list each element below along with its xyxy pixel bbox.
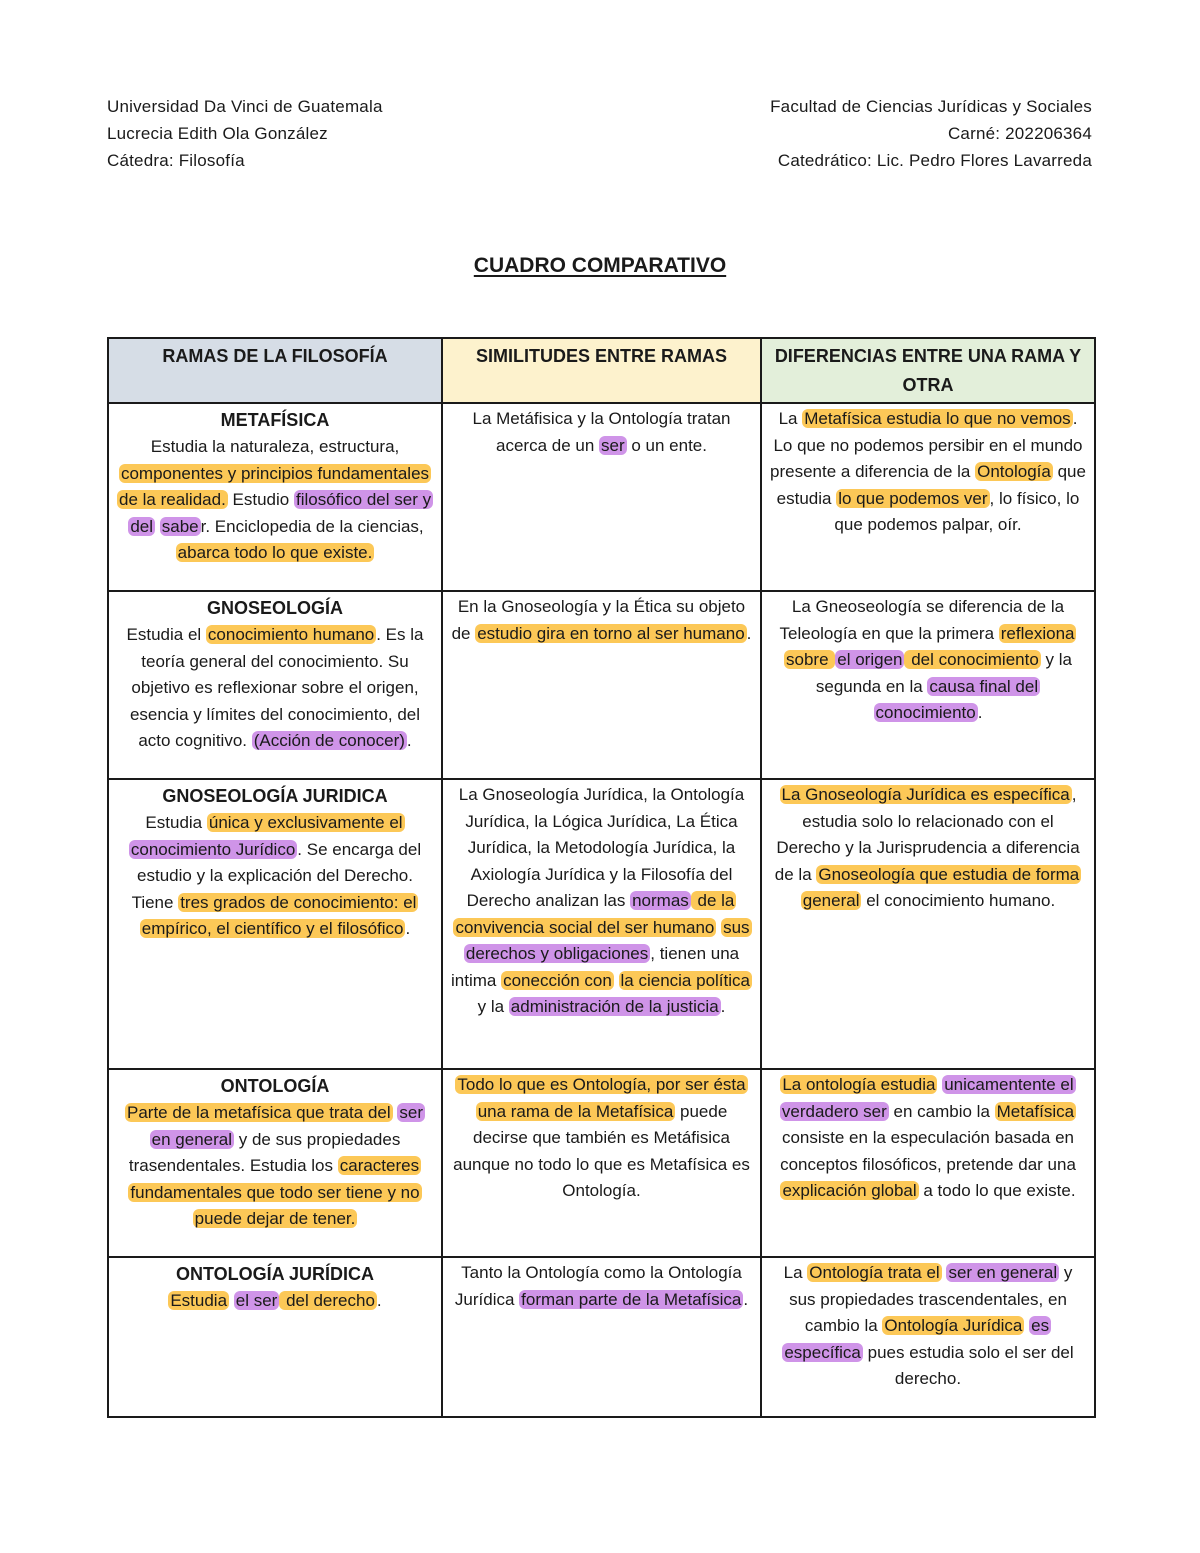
highlight-orange: Parte de la metafísica que trata del (126, 1103, 391, 1122)
highlight-orange: componentes y principios fundamentales de la realidad. (119, 463, 430, 509)
highlight-orange: Ontología trata el (809, 1263, 940, 1282)
text-segment: Estudia (145, 813, 207, 832)
text-segment: . (743, 1289, 749, 1309)
highlight-orange: Metafísica estudia lo que no vemos (804, 409, 1071, 428)
similarity-cell (442, 591, 761, 779)
text-segment: , estudia solo lo relacionado con el Derecho y la Jurisprudencia a diferencia de la (774, 785, 1080, 884)
text-segment: La (778, 409, 803, 428)
highlight-orange: caracteres fundamentales que todo ser tiene y no puede dejar de tener. (130, 1156, 420, 1228)
highlight-orange: reflexiona sobre (786, 623, 1075, 669)
text-segment: y la segunda en la (815, 650, 1072, 696)
table-row (108, 779, 1095, 1069)
course-name: Cátedra: Filosofía (107, 151, 245, 170)
highlight-purple: sabe (161, 516, 199, 536)
text-segment: que estudia (776, 462, 1086, 508)
text-segment: y la (477, 997, 509, 1016)
highlight-orange: lo que podemos ver (838, 488, 988, 508)
text-segment: La Gnoseología Jurídica, la Ontología Jurídica, la Lógica Jurídica, La Ética Jurídica, la Metodología Jurídica, la Axiología Jurídica y la Filosofía del Derecho analizan las (458, 785, 745, 910)
difference-cell (761, 1257, 1095, 1417)
text-segment: . (406, 731, 412, 750)
highlight-purple: administración de la justicia (510, 997, 719, 1016)
text-segment: o un ente. (626, 435, 707, 455)
text-segment: . (746, 623, 752, 643)
text-segment: puede decirse que también es Metáfisica aunque no todo lo que es Metafísica es Ontología. (453, 1101, 750, 1200)
highlight-orange: La Gnoseología Jurídica es específica (781, 785, 1070, 804)
highlight-orange: sus (723, 917, 750, 937)
branch-cell (108, 591, 442, 779)
similarity-cell (442, 1257, 761, 1417)
text-segment: . (405, 919, 411, 938)
text-segment: Tanto la Ontología como la Ontología Jurídica (454, 1263, 742, 1309)
branch-description (127, 625, 424, 750)
highlight-purple: derechos y obligaciones (465, 944, 649, 963)
branch-description (117, 437, 433, 562)
text-segment: y de sus propiedades trasendentales. Estudia los (128, 1129, 401, 1175)
highlight-orange: única y exclusivamente el (208, 813, 403, 832)
highlight-purple: (Acción de conocer) (253, 731, 405, 750)
text-segment: . (376, 1291, 382, 1310)
highlight-purple: el ser (235, 1291, 278, 1310)
difference-cell (761, 779, 1095, 1069)
highlight-orange: tres grados de conocimiento: el empírico, el científico y el filosófico (141, 892, 417, 938)
text-segment: , tienen una intima (451, 944, 740, 990)
branch-name: ONTOLOGÍA JURÍDICA (175, 1264, 374, 1284)
highlight-orange: Metafísica (996, 1101, 1075, 1121)
highlight-orange: conocimiento humano (207, 625, 375, 644)
branch-name: GNOSEOLOGÍA (206, 598, 343, 618)
branch-name: METAFÍSICA (220, 410, 330, 430)
header-left (107, 93, 383, 174)
student-id: Carné: 202206364 (947, 124, 1092, 143)
text-segment: Estudio (227, 490, 294, 509)
difference-cell (761, 403, 1095, 591)
text-segment: La Metáfisica y la Ontología tratan acerca de un (472, 409, 731, 455)
highlight-orange: abarca todo lo que existe. (177, 543, 373, 562)
highlight-purple: conocimiento Jurídico (130, 839, 296, 859)
difference-cell (761, 1069, 1095, 1257)
branch-name: GNOSEOLOGÍA JURIDICA (162, 786, 388, 806)
highlight-purple: el origen (837, 650, 903, 669)
highlight-purple: normas (632, 891, 689, 910)
highlight-purple: forman parte de la Metafísica (521, 1289, 742, 1309)
text-segment: pues estudia solo el ser del derecho. (862, 1342, 1074, 1388)
text-segment: el conocimiento humano. (861, 891, 1056, 910)
similarity-cell (442, 1069, 761, 1257)
column-header-branches: RAMAS DE LA FILOSOFÍA (108, 338, 442, 403)
highlight-orange: la ciencia política (620, 970, 750, 990)
highlight-orange: Gnoseología que estudia de forma general (802, 864, 1080, 910)
table-row (108, 1069, 1095, 1257)
student-name: Lucrecia Edith Ola González (107, 124, 328, 143)
text-segment: consiste en la especulación basada en conceptos filosóficos, pretende dar una (780, 1128, 1076, 1174)
highlight-orange: explicación global (782, 1181, 917, 1200)
branch-name: ONTOLOGÍA (220, 1076, 330, 1096)
faculty-name: Facultad de Ciencias Jurídicas y Sociales (770, 97, 1092, 116)
text-segment: . Se encarga del estudio y la explicación del Derecho. Tiene (131, 839, 422, 912)
text-segment: . Lo que no podemos persibir en el mundo presente a diferencia de la (770, 409, 1083, 481)
difference-cell (761, 591, 1095, 779)
highlight-purple: es específica (784, 1316, 1050, 1362)
document-title: CUADRO COMPARATIVO (473, 254, 727, 277)
highlight-purple: ser en general (151, 1103, 423, 1149)
branch-cell (108, 1257, 442, 1417)
branch-description (168, 1291, 381, 1310)
text-segment: Estudia la naturaleza, estructura, (150, 437, 400, 456)
highlight-orange: Estudia (170, 1291, 228, 1310)
highlight-purple: filosófico del ser y del (130, 490, 432, 536)
highlight-orange: del conocimiento (906, 650, 1039, 669)
text-segment: a todo lo que existe. (918, 1181, 1076, 1200)
highlight-orange: del derecho (281, 1291, 375, 1310)
text-segment: . Es la teoría general del conocimiento. Su objetivo es reflexionar sobre el origen, esencia y límites del conocimiento, del acto cognitivo. (129, 625, 424, 750)
text-segment: , lo físico, lo que podemos palpar, oír. (834, 488, 1080, 534)
column-header-differences: DIFERENCIAS ENTRE UNA RAMA Y OTRA (761, 338, 1095, 403)
highlight-orange: Ontología Jurídica (884, 1316, 1023, 1335)
table-header-row (108, 338, 1095, 403)
text-segment: Estudia el (126, 625, 206, 644)
highlight-orange: de la convivencia social del ser humano (455, 891, 735, 937)
similarity-cell (442, 403, 761, 591)
similarity-cell (442, 779, 761, 1069)
professor-name: Catedrático: Lic. Pedro Flores Lavarreda (777, 151, 1092, 170)
text-segment: La Gneoseología se diferencia de la Teleología en que la primera (779, 597, 1065, 643)
text-segment: y sus propiedades trascendentales, en cambio la (789, 1263, 1073, 1335)
column-header-similarities: SIMILITUDES ENTRE RAMAS (442, 338, 761, 403)
text-segment: La (783, 1263, 808, 1282)
header-right (770, 93, 1092, 174)
highlight-orange: conección con (503, 970, 612, 990)
text-segment: En la Gnoseología y la Ética su objeto de (451, 597, 746, 643)
highlight-orange: Todo lo que es Ontología, por ser ésta una rama de la Metafísica (457, 1075, 746, 1121)
university-name: Universidad Da Vinci de Guatemala (107, 97, 383, 116)
highlight-orange: estudio gira en torno al ser humano (477, 623, 745, 643)
highlight-purple: ser en general (948, 1263, 1058, 1282)
branch-cell (108, 1069, 442, 1257)
highlight-orange: Ontología (977, 462, 1051, 481)
text-segment (614, 971, 619, 990)
text-segment: en cambio la (888, 1101, 995, 1121)
comparison-table (107, 337, 1096, 1418)
branch-description (129, 813, 421, 938)
branch-cell (108, 403, 442, 591)
highlight-orange: La ontología estudia (782, 1075, 936, 1094)
text-segment: . (720, 997, 726, 1016)
text-segment: r. Enciclopedia de la ciencias, (200, 516, 424, 536)
branch-cell (108, 779, 442, 1069)
table-row (108, 1257, 1095, 1417)
text-segment: . (977, 703, 983, 722)
table-row (108, 403, 1095, 591)
table-row (108, 591, 1095, 779)
highlight-purple: ser (601, 435, 625, 455)
branch-description (125, 1103, 425, 1228)
highlight-purple: causa final del conocimiento (875, 676, 1039, 722)
highlight-purple: unicamentente el verdadero ser (781, 1075, 1074, 1121)
